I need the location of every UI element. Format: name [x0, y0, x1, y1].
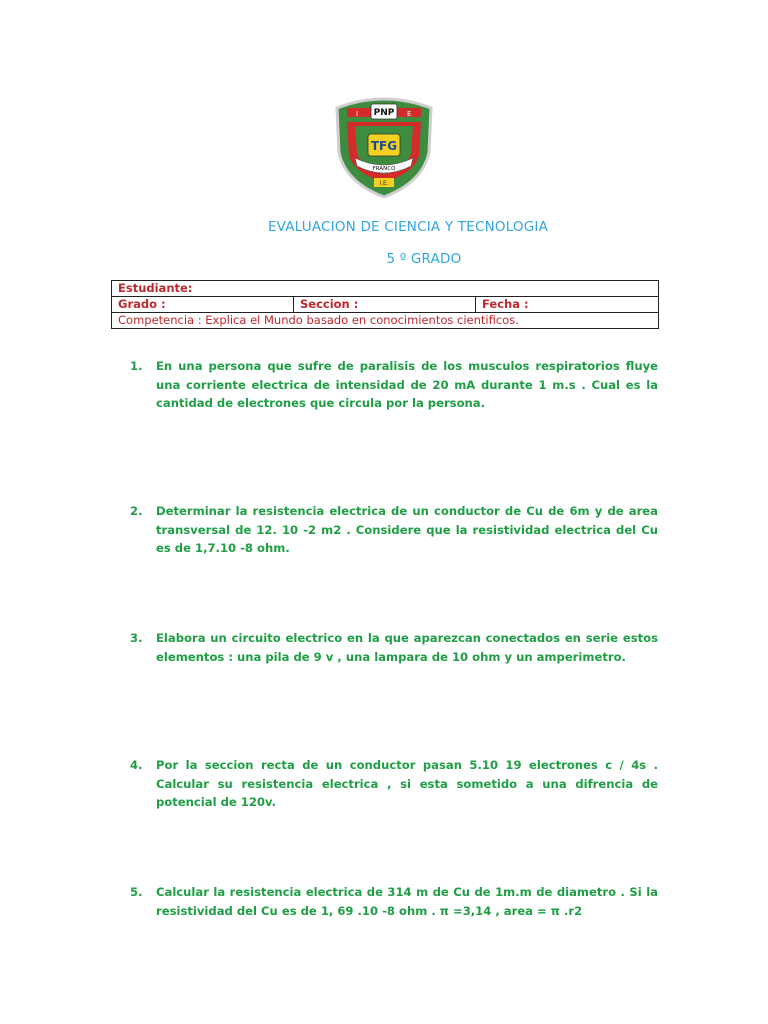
question-item	[130, 502, 658, 558]
svg-text:TFG: TFG	[370, 139, 398, 153]
question-text: Por la seccion recta de un conductor pasan 5.10 19 electrones c / 4s . Calcular su resistencia electrica , si esta sometido a una difrencia de potencial de 120v.	[156, 758, 658, 809]
svg-text:FRANCO: FRANCO	[372, 166, 396, 172]
school-crest-logo	[333, 94, 435, 198]
question-item	[130, 883, 658, 920]
grade-subtitle: 5 º GRADO	[386, 251, 462, 267]
question-item	[130, 629, 658, 666]
competence-text: Explica el Mundo basado en conocimientos cientificos.	[205, 313, 519, 327]
question-number: 3.	[130, 631, 143, 645]
svg-text:I.E.: I.E.	[379, 180, 389, 187]
question-number: 5.	[130, 885, 143, 899]
question-item	[130, 756, 658, 812]
question-number: 1.	[130, 359, 143, 373]
competence-label: Competencia :	[118, 313, 202, 327]
question-text: Calcular la resistencia electrica de 314 m de Cu de 1m.m de diametro . Si la resistividad del Cu es de 1, 69 .10 -8 ohm . π =3,14 , area = π .r2	[156, 885, 658, 918]
grade-section-date-row	[112, 297, 659, 313]
svg-text:E: E	[407, 110, 412, 118]
competence-row	[112, 313, 659, 329]
question-number: 2.	[130, 504, 143, 518]
question-text: Determinar la resistencia electrica de un conductor de Cu de 6m y de area transversal de 12. 10 -2 m2 . Considere que la resistividad electrica del Cu es de 1,7.10 -8 ohm.	[156, 504, 658, 555]
student-row	[112, 281, 659, 297]
svg-text:I: I	[356, 110, 359, 118]
grade-label: Grado :	[112, 297, 294, 313]
student-label: Estudiante:	[112, 281, 659, 297]
competence-cell	[112, 313, 659, 329]
question-item	[130, 357, 658, 413]
student-info-table	[111, 280, 659, 329]
question-number: 4.	[130, 758, 143, 772]
exam-title: EVALUACION DE CIENCIA Y TECNOLOGIA	[267, 219, 549, 235]
question-text: Elabora un circuito electrico en la que aparezcan conectados en serie estos elementos : una pila de 9 v , una lampara de 10 ohm y un amperimetro.	[156, 631, 658, 664]
question-text: En una persona que sufre de paralisis de los musculos respiratorios fluye una corriente electrica de intensidad de 20 mA durante 1 m.s . Cual es la cantidad de electrones que circula por la persona.	[156, 359, 658, 410]
section-label: Seccion :	[294, 297, 476, 313]
svg-text:PNP: PNP	[373, 108, 395, 118]
date-label: Fecha :	[476, 297, 659, 313]
